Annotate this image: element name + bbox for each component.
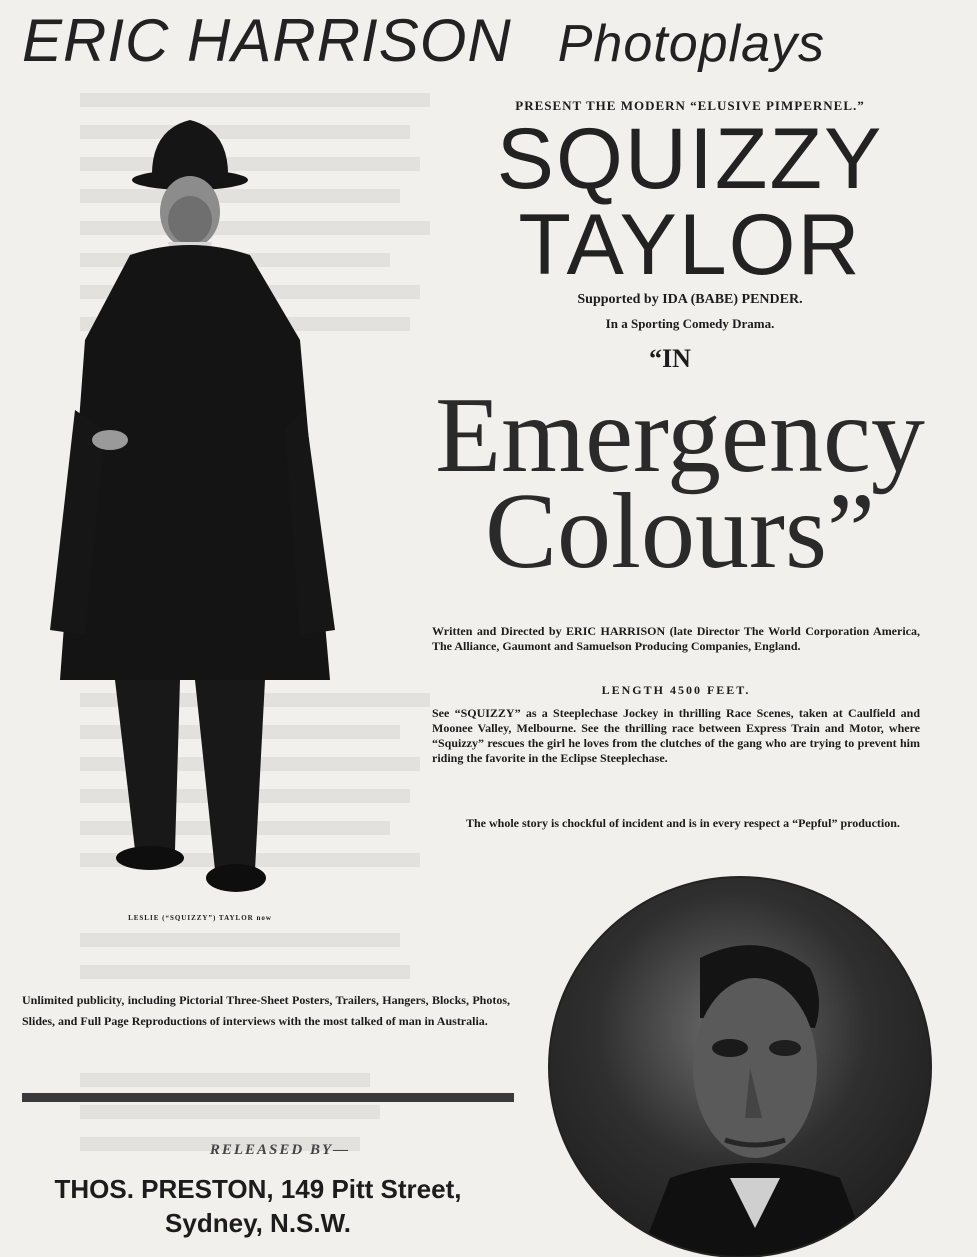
divider-rule	[22, 1093, 514, 1102]
masthead-company: Photoplays	[557, 15, 826, 73]
credits-paragraph: Written and Directed by ERIC HARRISON (late Director The World Corporation America, The Alliance, Gaumont and Samuelson Producing Companies, England.	[432, 624, 920, 653]
in-quote: “IN	[649, 344, 691, 373]
masthead	[22, 6, 962, 75]
film-title-line2: Colours”	[485, 472, 875, 591]
film-title	[430, 376, 930, 591]
supporting-cast: Supported by IDA (BABE) PENDER.	[577, 292, 803, 307]
distributor-line2: Sydney, N.S.W.	[165, 1208, 351, 1238]
released-by: RELEASED BY—	[209, 1142, 351, 1158]
portrait-photo	[548, 876, 932, 1257]
film-title-line1: Emergency	[435, 376, 925, 495]
masthead-name: ERIC HARRISON	[22, 7, 512, 74]
star-name	[440, 111, 940, 293]
standing-man-photo	[30, 110, 360, 910]
presents-line: PRESENT THE MODERN “ELUSIVE PIMPERNEL.”	[515, 98, 865, 113]
genre-line: In a Sporting Comedy Drama.	[605, 316, 775, 331]
star-name-line2: TAYLOR	[518, 197, 862, 293]
distributor-line1: THOS. PRESTON, 149 Pitt Street,	[54, 1174, 462, 1204]
portrait-face-illustration	[550, 878, 930, 1256]
film-length: LENGTH 4500 FEET.	[601, 683, 751, 697]
publicity-paragraph: Unlimited publicity, including Pictorial Three-Sheet Posters, Trailers, Hangers, Blocks, Photos, Slides, and Full Page Reproductions of interviews with the most talked of man in Australia.	[22, 993, 510, 1028]
star-name-line1: SQUIZZY	[496, 111, 884, 207]
synopsis-paragraph: See “SQUIZZY” as a Steeplechase Jockey in thrilling Race Scenes, taken at Caulfield and Moonee Valley, Melbourne. See the thrilling race between Express Train and Motor, where “Squizzy” rescues the girl he loves from the clutches of the gang who are trying to prevent him riding the favorite in the Eclipse Steeplechase.	[432, 706, 920, 765]
closing-paragraph: The whole story is chockful of incident and is in every respect a “Pepful” production.	[466, 816, 900, 830]
photo-caption: LESLIE (“SQUIZZY”) TAYLOR now	[128, 914, 272, 922]
distributor	[20, 1172, 496, 1240]
